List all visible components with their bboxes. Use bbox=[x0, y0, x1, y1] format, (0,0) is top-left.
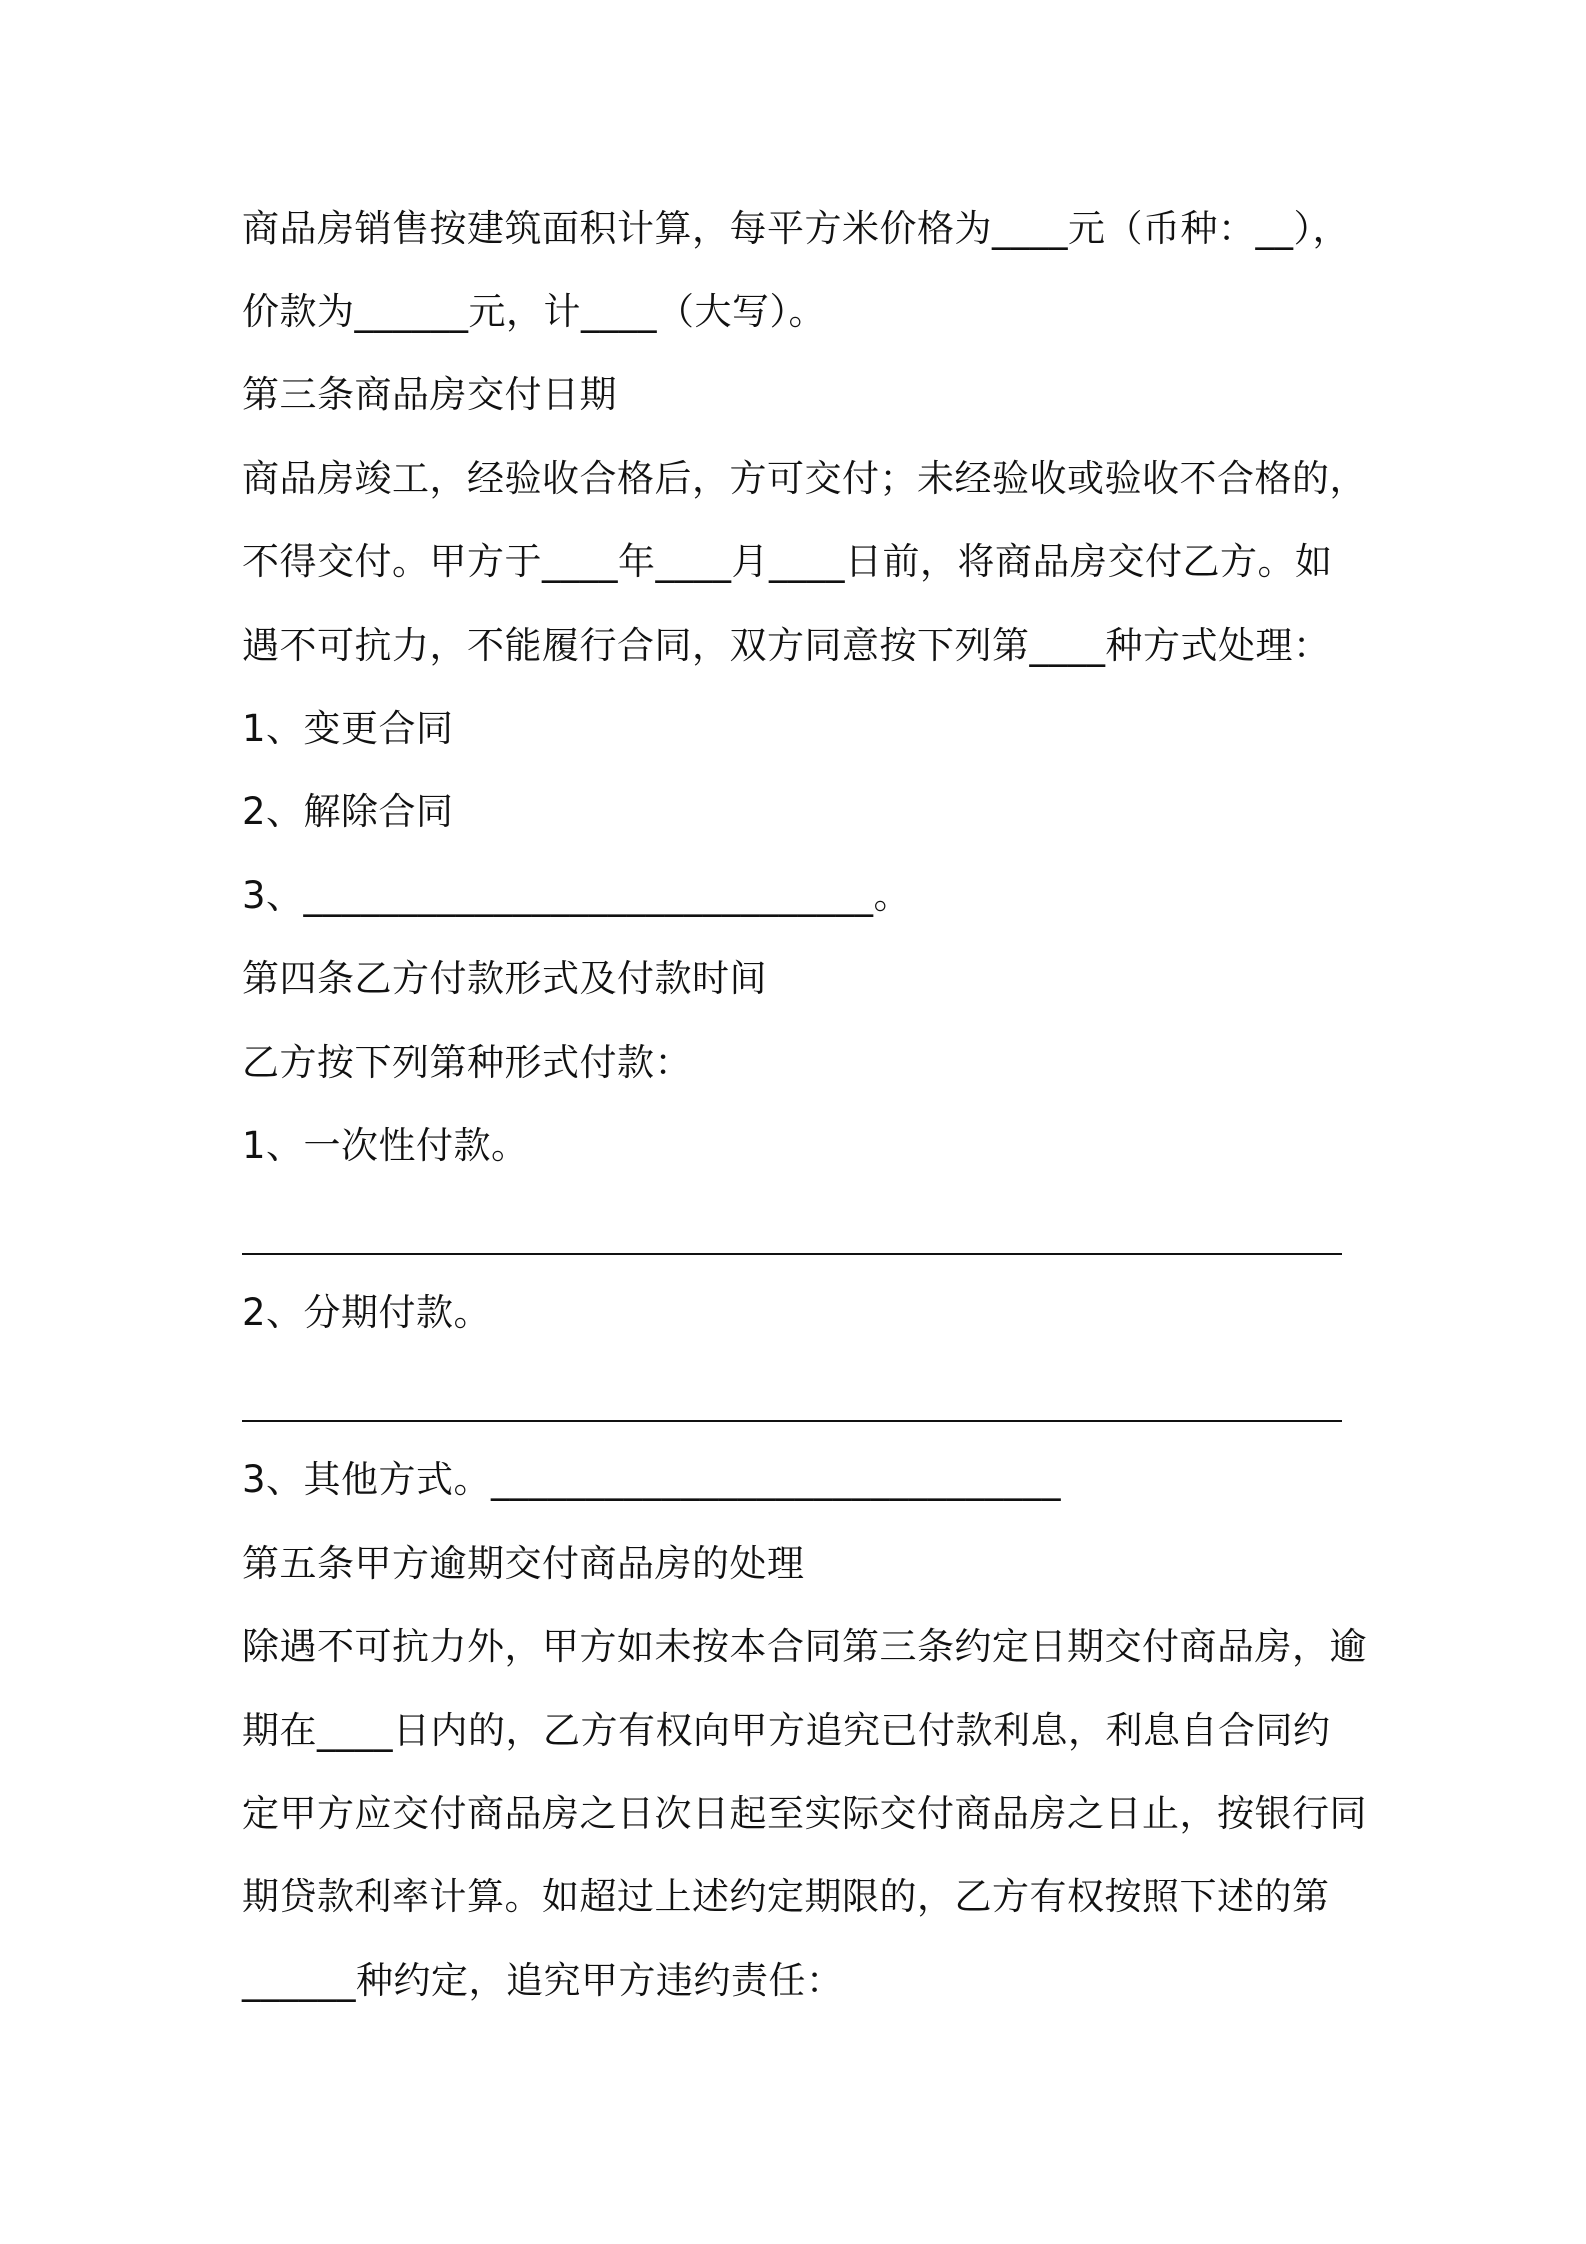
text-line-total: 价款为______元，计____（大写）。 bbox=[242, 290, 826, 333]
list-item-other-blank: 3、______________________________。 bbox=[242, 874, 912, 917]
text-line-delivery-1: 商品房竣工，经验收合格后，方可交付；未经验收或验收不合格的， bbox=[242, 457, 1367, 500]
section-heading-3: 第三条商品房交付日期 bbox=[242, 373, 617, 416]
list-item-terminate-contract: 2、解除合同 bbox=[242, 790, 454, 833]
text-line-late-4: 期贷款利率计算。如超过上述约定期限的，乙方有权按照下述的第 bbox=[242, 1875, 1330, 1918]
text-line-late-5: ______种约定，追究甲方违约责任： bbox=[242, 1959, 844, 2002]
text-line-delivery-3: 遇不可抗力，不能履行合同，双方同意按下列第____种方式处理： bbox=[242, 624, 1331, 667]
text-line-late-3: 定甲方应交付商品房之日次日起至实际交付商品房之日止，按银行同 bbox=[242, 1792, 1367, 1835]
text-line-payment-intro: 乙方按下列第种形式付款： bbox=[242, 1041, 692, 1084]
text-line-price: 商品房销售按建筑面积计算，每平方米价格为____元（币种：__）， bbox=[242, 207, 1350, 250]
section-heading-4: 第四条乙方付款形式及付款时间 bbox=[242, 957, 767, 1000]
text-line-late-2: 期在____日内的，乙方有权向甲方追究已付款利息，利息自合同约 bbox=[242, 1709, 1331, 1752]
list-item-installment: 2、分期付款。 bbox=[242, 1291, 492, 1334]
list-item-change-contract: 1、变更合同 bbox=[242, 707, 454, 750]
text-line-late-1: 除遇不可抗力外，甲方如未按本合同第三条约定日期交付商品房，逾 bbox=[242, 1625, 1367, 1668]
list-item-lump-sum: 1、一次性付款。 bbox=[242, 1124, 529, 1167]
text-line-delivery-2: 不得交付。甲方于____年____月____日前，将商品房交付乙方。如 bbox=[242, 540, 1333, 583]
section-heading-5: 第五条甲方逾期交付商品房的处理 bbox=[242, 1542, 805, 1585]
list-item-other-method: 3、其他方式。______________________________ bbox=[242, 1458, 1062, 1501]
blank-rule-installment bbox=[242, 1420, 1342, 1422]
blank-rule-lump-sum bbox=[242, 1253, 1342, 1255]
